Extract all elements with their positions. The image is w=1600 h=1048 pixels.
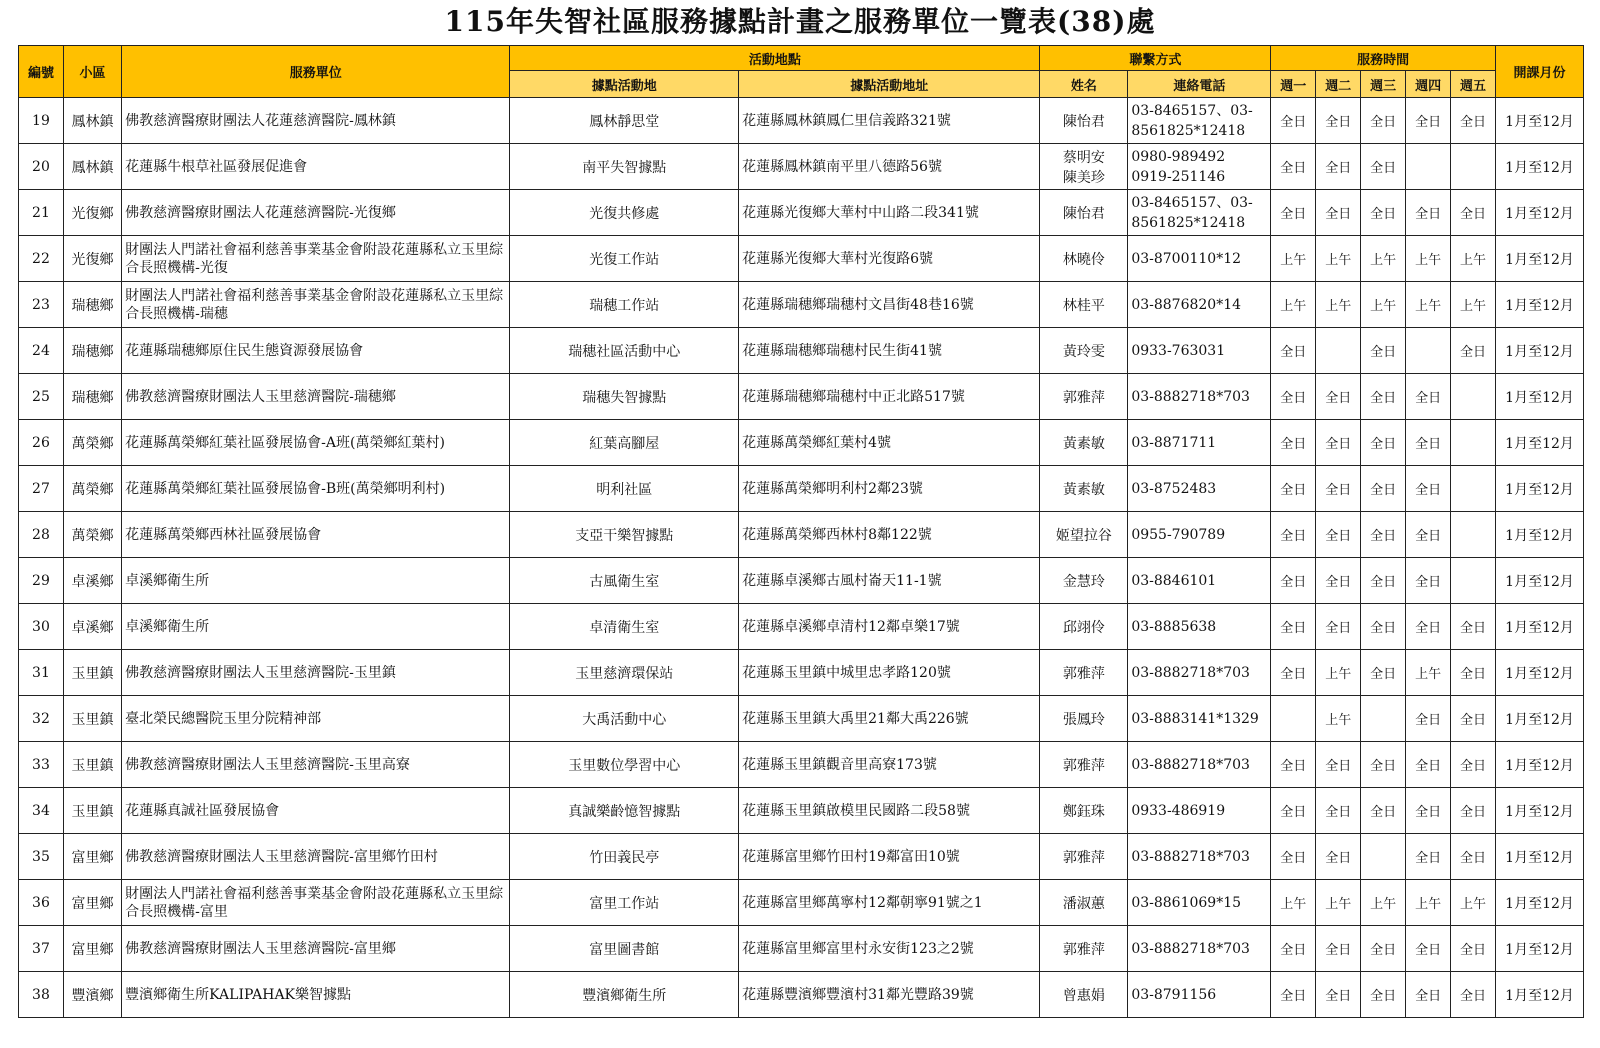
row-day-wed: 全日 — [1361, 98, 1406, 144]
row-day-fri: 上午 — [1451, 236, 1496, 282]
row-contact-name: 郭雅萍 — [1040, 374, 1128, 420]
row-address: 花蓮縣玉里鎮中城里忠孝路120號 — [739, 650, 1040, 696]
row-district: 鳳林鎮 — [63, 144, 121, 190]
header-site: 據點活動地 — [510, 71, 739, 98]
table-row — [19, 466, 1584, 512]
row-day-mon: 全日 — [1271, 650, 1316, 696]
table-row — [19, 696, 1584, 742]
document-title: 115年失智社區服務據點計畫之服務單位一覽表(38)處 — [444, 5, 1156, 38]
row-day-thu: 全日 — [1406, 834, 1451, 880]
row-contact-name: 林桂平 — [1040, 282, 1128, 328]
row-id: 21 — [19, 190, 64, 236]
table-row — [19, 144, 1584, 190]
row-day-mon — [1271, 696, 1316, 742]
row-day-wed: 全日 — [1361, 144, 1406, 190]
row-day-wed: 全日 — [1361, 374, 1406, 420]
row-day-fri: 全日 — [1451, 650, 1496, 696]
header-contact-group: 聯繫方式 — [1040, 46, 1271, 71]
row-district: 玉里鎮 — [63, 696, 121, 742]
row-day-mon: 全日 — [1271, 834, 1316, 880]
row-day-thu — [1406, 328, 1451, 374]
header-id: 編號 — [19, 46, 64, 98]
row-day-fri — [1451, 144, 1496, 190]
row-day-tue: 全日 — [1316, 834, 1361, 880]
row-months: 1月至12月 — [1496, 420, 1584, 466]
row-contact-name: 邱翊伶 — [1040, 604, 1128, 650]
row-day-tue: 全日 — [1316, 374, 1361, 420]
row-id: 38 — [19, 972, 64, 1018]
row-site: 光復共修處 — [510, 190, 739, 236]
row-day-mon: 全日 — [1271, 926, 1316, 972]
row-day-tue: 上午 — [1316, 880, 1361, 926]
row-day-fri — [1451, 420, 1496, 466]
row-site: 瑞穗社區活動中心 — [510, 328, 739, 374]
row-phone: 03-8871711 — [1128, 420, 1271, 466]
header-phone: 連絡電話 — [1128, 71, 1271, 98]
table-row — [19, 190, 1584, 236]
row-contact-name: 郭雅萍 — [1040, 742, 1128, 788]
header-contact-name: 姓名 — [1040, 71, 1128, 98]
row-day-tue: 上午 — [1316, 696, 1361, 742]
row-district: 富里鄉 — [63, 926, 121, 972]
table-row — [19, 926, 1584, 972]
header-address: 據點活動地址 — [739, 71, 1040, 98]
row-phone: 03-8883141*1329 — [1128, 696, 1271, 742]
row-address: 花蓮縣鳳林鎮南平里八德路56號 — [739, 144, 1040, 190]
row-address: 花蓮縣萬榮鄉明利村2鄰23號 — [739, 466, 1040, 512]
row-phone: 03-8882718*703 — [1128, 742, 1271, 788]
row-months: 1月至12月 — [1496, 880, 1584, 926]
row-unit: 佛教慈濟醫療財團法人玉里慈濟醫院-富里鄉 — [122, 926, 510, 972]
row-unit: 臺北榮民總醫院玉里分院精神部 — [122, 696, 510, 742]
row-contact-name: 郭雅萍 — [1040, 926, 1128, 972]
row-day-fri: 全日 — [1451, 788, 1496, 834]
row-id: 29 — [19, 558, 64, 604]
row-address: 花蓮縣光復鄉大華村中山路二段341號 — [739, 190, 1040, 236]
row-unit: 佛教慈濟醫療財團法人花蓮慈濟醫院-光復鄉 — [122, 190, 510, 236]
row-site: 豐濱鄉衛生所 — [510, 972, 739, 1018]
row-unit: 豐濱鄉衛生所KALIPAHAK樂智據點 — [122, 972, 510, 1018]
row-day-fri: 全日 — [1451, 742, 1496, 788]
row-day-wed: 全日 — [1361, 328, 1406, 374]
row-contact-name: 陳怡君 — [1040, 190, 1128, 236]
row-day-tue: 全日 — [1316, 512, 1361, 558]
row-id: 28 — [19, 512, 64, 558]
row-address: 花蓮縣萬榮鄉紅葉村4號 — [739, 420, 1040, 466]
row-months: 1月至12月 — [1496, 374, 1584, 420]
row-day-thu: 上午 — [1406, 880, 1451, 926]
table-row — [19, 788, 1584, 834]
row-address: 花蓮縣富里鄉富里村永安街123之2號 — [739, 926, 1040, 972]
header-unit: 服務單位 — [122, 46, 510, 98]
row-address: 花蓮縣玉里鎮啟模里民國路二段58號 — [739, 788, 1040, 834]
row-day-tue: 上午 — [1316, 282, 1361, 328]
row-phone: 03-8882718*703 — [1128, 834, 1271, 880]
row-months: 1月至12月 — [1496, 788, 1584, 834]
row-day-thu: 全日 — [1406, 696, 1451, 742]
row-id: 33 — [19, 742, 64, 788]
row-months: 1月至12月 — [1496, 328, 1584, 374]
row-id: 23 — [19, 282, 64, 328]
row-contact-name: 黃素敏 — [1040, 466, 1128, 512]
row-site: 瑞穗工作站 — [510, 282, 739, 328]
row-address: 花蓮縣豐濱鄉豐濱村31鄰光豐路39號 — [739, 972, 1040, 1018]
row-id: 34 — [19, 788, 64, 834]
row-months: 1月至12月 — [1496, 98, 1584, 144]
table-row — [19, 512, 1584, 558]
row-contact-name: 曾惠娟 — [1040, 972, 1128, 1018]
row-id: 27 — [19, 466, 64, 512]
row-unit: 佛教慈濟醫療財團法人玉里慈濟醫院-玉里高寮 — [122, 742, 510, 788]
row-phone: 03-8752483 — [1128, 466, 1271, 512]
table-row — [19, 650, 1584, 696]
row-day-wed: 全日 — [1361, 926, 1406, 972]
row-site: 富里圖書館 — [510, 926, 739, 972]
row-unit: 財團法人門諾社會福利慈善事業基金會附設花蓮縣私立玉里綜合長照機構-光復 — [122, 236, 510, 282]
row-months: 1月至12月 — [1496, 236, 1584, 282]
row-day-fri: 全日 — [1451, 328, 1496, 374]
row-day-thu: 全日 — [1406, 926, 1451, 972]
row-day-mon: 全日 — [1271, 466, 1316, 512]
table-row — [19, 236, 1584, 282]
row-day-tue — [1316, 328, 1361, 374]
header-location-group: 活動地點 — [510, 46, 1040, 71]
row-unit: 卓溪鄉衛生所 — [122, 604, 510, 650]
row-site: 玉里慈濟環保站 — [510, 650, 739, 696]
header-time-group: 服務時間 — [1271, 46, 1496, 71]
row-day-tue: 全日 — [1316, 144, 1361, 190]
row-unit: 佛教慈濟醫療財團法人花蓮慈濟醫院-鳳林鎮 — [122, 98, 510, 144]
row-phone: 03-8882718*703 — [1128, 926, 1271, 972]
header-day-fri: 週五 — [1451, 71, 1496, 98]
row-site: 瑞穗失智據點 — [510, 374, 739, 420]
row-day-tue: 全日 — [1316, 190, 1361, 236]
row-district: 富里鄉 — [63, 880, 121, 926]
row-district: 玉里鎮 — [63, 650, 121, 696]
row-day-wed: 上午 — [1361, 236, 1406, 282]
header-day-wed: 週三 — [1361, 71, 1406, 98]
row-phone: 0933-486919 — [1128, 788, 1271, 834]
row-district: 鳳林鎮 — [63, 98, 121, 144]
row-day-wed: 全日 — [1361, 604, 1406, 650]
row-district: 瑞穗鄉 — [63, 374, 121, 420]
row-day-wed: 全日 — [1361, 190, 1406, 236]
row-day-wed: 全日 — [1361, 558, 1406, 604]
row-site: 玉里數位學習中心 — [510, 742, 739, 788]
row-site: 南平失智據點 — [510, 144, 739, 190]
row-day-fri — [1451, 466, 1496, 512]
row-day-thu: 全日 — [1406, 190, 1451, 236]
row-site: 明利社區 — [510, 466, 739, 512]
row-day-mon: 全日 — [1271, 374, 1316, 420]
row-address: 花蓮縣鳳林鎮鳳仁里信義路321號 — [739, 98, 1040, 144]
row-unit: 佛教慈濟醫療財團法人玉里慈濟醫院-玉里鎮 — [122, 650, 510, 696]
row-day-wed: 上午 — [1361, 880, 1406, 926]
row-day-wed: 全日 — [1361, 742, 1406, 788]
row-id: 31 — [19, 650, 64, 696]
table-row — [19, 420, 1584, 466]
header-district: 小區 — [63, 46, 121, 98]
row-contact-name: 姬望拉谷 — [1040, 512, 1128, 558]
row-contact-name: 陳怡君 — [1040, 98, 1128, 144]
row-site: 竹田義民亭 — [510, 834, 739, 880]
row-site: 紅葉高腳屋 — [510, 420, 739, 466]
header-months: 開課月份 — [1496, 46, 1584, 98]
row-day-fri: 全日 — [1451, 98, 1496, 144]
row-site: 真誠樂齡憶智據點 — [510, 788, 739, 834]
row-id: 22 — [19, 236, 64, 282]
row-months: 1月至12月 — [1496, 512, 1584, 558]
row-unit: 花蓮縣真誠社區發展協會 — [122, 788, 510, 834]
row-contact-name: 蔡明安 陳美珍 — [1040, 144, 1128, 190]
header-day-mon: 週一 — [1271, 71, 1316, 98]
row-district: 萬榮鄉 — [63, 466, 121, 512]
row-site: 古風衛生室 — [510, 558, 739, 604]
table-row — [19, 98, 1584, 144]
row-day-fri: 全日 — [1451, 926, 1496, 972]
row-day-thu — [1406, 144, 1451, 190]
row-contact-name: 金慧玲 — [1040, 558, 1128, 604]
row-day-mon: 全日 — [1271, 742, 1316, 788]
row-unit: 佛教慈濟醫療財團法人玉里慈濟醫院-瑞穗鄉 — [122, 374, 510, 420]
row-phone: 03-8882718*703 — [1128, 650, 1271, 696]
row-district: 光復鄉 — [63, 236, 121, 282]
row-day-tue: 全日 — [1316, 98, 1361, 144]
row-contact-name: 郭雅萍 — [1040, 650, 1128, 696]
row-day-mon: 全日 — [1271, 972, 1316, 1018]
row-id: 26 — [19, 420, 64, 466]
row-id: 20 — [19, 144, 64, 190]
row-id: 37 — [19, 926, 64, 972]
row-district: 瑞穗鄉 — [63, 328, 121, 374]
row-district: 豐濱鄉 — [63, 972, 121, 1018]
table-row — [19, 558, 1584, 604]
row-day-wed: 全日 — [1361, 972, 1406, 1018]
service-unit-table — [18, 45, 1584, 1018]
row-day-thu: 上午 — [1406, 650, 1451, 696]
row-site: 卓清衛生室 — [510, 604, 739, 650]
row-address: 花蓮縣萬榮鄉西林村8鄰122號 — [739, 512, 1040, 558]
row-day-fri — [1451, 374, 1496, 420]
row-day-fri: 全日 — [1451, 604, 1496, 650]
table-row — [19, 742, 1584, 788]
row-unit: 佛教慈濟醫療財團法人玉里慈濟醫院-富里鄉竹田村 — [122, 834, 510, 880]
row-day-wed: 全日 — [1361, 420, 1406, 466]
row-day-mon: 全日 — [1271, 190, 1316, 236]
row-day-mon: 全日 — [1271, 512, 1316, 558]
row-phone: 0933-763031 — [1128, 328, 1271, 374]
row-address: 花蓮縣卓溪鄉古風村崙天11-1號 — [739, 558, 1040, 604]
row-unit: 花蓮縣萬榮鄉紅葉社區發展協會-A班(萬榮鄉紅葉村) — [122, 420, 510, 466]
row-day-fri: 全日 — [1451, 696, 1496, 742]
row-day-mon: 上午 — [1271, 282, 1316, 328]
row-day-mon: 上午 — [1271, 880, 1316, 926]
row-unit: 花蓮縣瑞穗鄉原住民生態資源發展協會 — [122, 328, 510, 374]
row-phone: 03-8465157、03-8561825*12418 — [1128, 98, 1271, 144]
row-site: 支亞干樂智據點 — [510, 512, 739, 558]
row-id: 35 — [19, 834, 64, 880]
row-district: 卓溪鄉 — [63, 558, 121, 604]
row-day-tue: 全日 — [1316, 972, 1361, 1018]
row-address: 花蓮縣瑞穗鄉瑞穗村中正北路517號 — [739, 374, 1040, 420]
row-address: 花蓮縣卓溪鄉卓清村12鄰卓樂17號 — [739, 604, 1040, 650]
row-unit: 財團法人門諾社會福利慈善事業基金會附設花蓮縣私立玉里綜合長照機構-富里 — [122, 880, 510, 926]
row-address: 花蓮縣富里鄉萬寧村12鄰朝寧91號之1 — [739, 880, 1040, 926]
row-id: 24 — [19, 328, 64, 374]
row-day-thu: 全日 — [1406, 972, 1451, 1018]
row-day-mon: 全日 — [1271, 558, 1316, 604]
row-day-thu: 全日 — [1406, 788, 1451, 834]
row-district: 玉里鎮 — [63, 742, 121, 788]
row-address: 花蓮縣瑞穗鄉瑞穗村文昌街48巷16號 — [739, 282, 1040, 328]
row-months: 1月至12月 — [1496, 604, 1584, 650]
row-day-tue: 上午 — [1316, 650, 1361, 696]
table-row — [19, 328, 1584, 374]
row-unit: 財團法人門諾社會福利慈善事業基金會附設花蓮縣私立玉里綜合長照機構-瑞穗 — [122, 282, 510, 328]
row-months: 1月至12月 — [1496, 282, 1584, 328]
row-unit: 花蓮縣萬榮鄉紅葉社區發展協會-B班(萬榮鄉明利村) — [122, 466, 510, 512]
row-site: 鳳林靜思堂 — [510, 98, 739, 144]
table-row — [19, 880, 1584, 926]
table-row — [19, 604, 1584, 650]
row-phone: 03-8846101 — [1128, 558, 1271, 604]
row-day-tue: 上午 — [1316, 236, 1361, 282]
row-contact-name: 潘淑蕙 — [1040, 880, 1128, 926]
row-day-wed: 上午 — [1361, 282, 1406, 328]
row-district: 瑞穗鄉 — [63, 282, 121, 328]
row-address: 花蓮縣瑞穗鄉瑞穗村民生街41號 — [739, 328, 1040, 374]
row-contact-name: 黃素敏 — [1040, 420, 1128, 466]
row-day-mon: 全日 — [1271, 788, 1316, 834]
row-id: 25 — [19, 374, 64, 420]
row-contact-name: 黃玲雯 — [1040, 328, 1128, 374]
row-day-thu: 全日 — [1406, 466, 1451, 512]
row-day-wed — [1361, 834, 1406, 880]
row-day-tue: 全日 — [1316, 788, 1361, 834]
row-day-tue: 全日 — [1316, 558, 1361, 604]
row-address: 花蓮縣富里鄉竹田村19鄰富田10號 — [739, 834, 1040, 880]
row-day-fri: 全日 — [1451, 834, 1496, 880]
row-months: 1月至12月 — [1496, 190, 1584, 236]
row-phone: 03-8700110*12 — [1128, 236, 1271, 282]
row-district: 光復鄉 — [63, 190, 121, 236]
table-row — [19, 374, 1584, 420]
row-phone: 03-8791156 — [1128, 972, 1271, 1018]
row-day-fri: 上午 — [1451, 282, 1496, 328]
row-contact-name: 鄭鈺珠 — [1040, 788, 1128, 834]
row-months: 1月至12月 — [1496, 742, 1584, 788]
row-id: 32 — [19, 696, 64, 742]
row-phone: 03-8861069*15 — [1128, 880, 1271, 926]
row-day-tue: 全日 — [1316, 604, 1361, 650]
row-day-mon: 全日 — [1271, 604, 1316, 650]
row-months: 1月至12月 — [1496, 972, 1584, 1018]
row-id: 36 — [19, 880, 64, 926]
row-district: 萬榮鄉 — [63, 512, 121, 558]
row-months: 1月至12月 — [1496, 834, 1584, 880]
row-phone: 0980-989492 0919-251146 — [1128, 144, 1271, 190]
row-phone: 03-8885638 — [1128, 604, 1271, 650]
row-day-wed: 全日 — [1361, 512, 1406, 558]
header-day-thu: 週四 — [1406, 71, 1451, 98]
row-day-mon: 全日 — [1271, 328, 1316, 374]
row-id: 19 — [19, 98, 64, 144]
row-address: 花蓮縣光復鄉大華村光復路6號 — [739, 236, 1040, 282]
row-unit: 卓溪鄉衛生所 — [122, 558, 510, 604]
row-day-tue: 全日 — [1316, 420, 1361, 466]
row-day-mon: 全日 — [1271, 420, 1316, 466]
row-unit: 花蓮縣萬榮鄉西林社區發展協會 — [122, 512, 510, 558]
row-address: 花蓮縣玉里鎮大禹里21鄰大禹226號 — [739, 696, 1040, 742]
row-contact-name: 林曉伶 — [1040, 236, 1128, 282]
row-contact-name: 郭雅萍 — [1040, 834, 1128, 880]
row-district: 玉里鎮 — [63, 788, 121, 834]
row-day-tue: 全日 — [1316, 466, 1361, 512]
row-site: 大禹活動中心 — [510, 696, 739, 742]
row-site: 光復工作站 — [510, 236, 739, 282]
row-day-mon: 全日 — [1271, 144, 1316, 190]
row-months: 1月至12月 — [1496, 650, 1584, 696]
row-contact-name: 張鳳玲 — [1040, 696, 1128, 742]
row-months: 1月至12月 — [1496, 696, 1584, 742]
row-phone: 03-8465157、03-8561825*12418 — [1128, 190, 1271, 236]
row-phone: 0955-790789 — [1128, 512, 1271, 558]
row-address: 花蓮縣玉里鎮觀音里高寮173號 — [739, 742, 1040, 788]
table-row — [19, 834, 1584, 880]
table-row — [19, 282, 1584, 328]
row-day-mon: 上午 — [1271, 236, 1316, 282]
row-day-thu: 全日 — [1406, 512, 1451, 558]
row-day-fri — [1451, 558, 1496, 604]
row-day-wed: 全日 — [1361, 650, 1406, 696]
row-day-thu: 全日 — [1406, 98, 1451, 144]
row-day-thu: 全日 — [1406, 374, 1451, 420]
row-months: 1月至12月 — [1496, 466, 1584, 512]
row-day-thu: 上午 — [1406, 236, 1451, 282]
row-district: 卓溪鄉 — [63, 604, 121, 650]
row-day-fri: 全日 — [1451, 972, 1496, 1018]
row-district: 萬榮鄉 — [63, 420, 121, 466]
row-day-fri — [1451, 512, 1496, 558]
row-day-wed — [1361, 696, 1406, 742]
row-day-thu: 全日 — [1406, 420, 1451, 466]
row-id: 30 — [19, 604, 64, 650]
row-day-fri: 上午 — [1451, 880, 1496, 926]
row-day-tue: 全日 — [1316, 926, 1361, 972]
row-district: 富里鄉 — [63, 834, 121, 880]
row-day-thu: 上午 — [1406, 282, 1451, 328]
header-day-tue: 週二 — [1316, 71, 1361, 98]
row-site: 富里工作站 — [510, 880, 739, 926]
row-day-fri: 全日 — [1451, 190, 1496, 236]
row-day-thu: 全日 — [1406, 558, 1451, 604]
row-day-thu: 全日 — [1406, 742, 1451, 788]
row-day-wed: 全日 — [1361, 466, 1406, 512]
row-day-tue: 全日 — [1316, 742, 1361, 788]
row-day-thu: 全日 — [1406, 604, 1451, 650]
row-unit: 花蓮縣牛根草社區發展促進會 — [122, 144, 510, 190]
table-row — [19, 972, 1584, 1018]
row-months: 1月至12月 — [1496, 926, 1584, 972]
row-months: 1月至12月 — [1496, 144, 1584, 190]
row-phone: 03-8876820*14 — [1128, 282, 1271, 328]
row-months: 1月至12月 — [1496, 558, 1584, 604]
row-phone: 03-8882718*703 — [1128, 374, 1271, 420]
row-day-mon: 全日 — [1271, 98, 1316, 144]
table-body — [19, 98, 1584, 1018]
row-day-wed: 全日 — [1361, 788, 1406, 834]
